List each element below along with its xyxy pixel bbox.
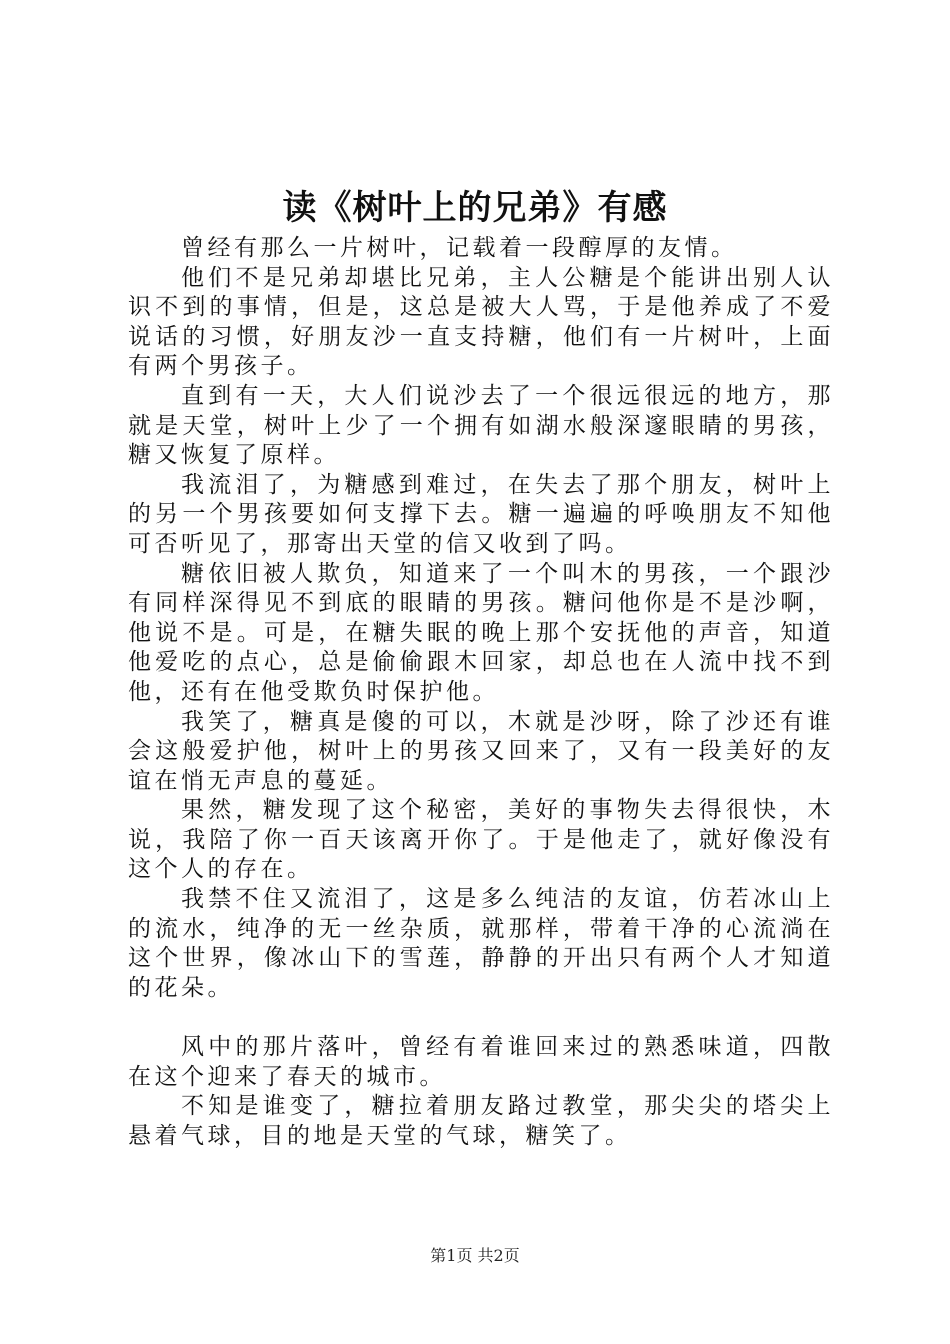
paragraph-1: 曾经有那么一片树叶，记载着一段醇厚的友情。 <box>181 235 738 261</box>
paragraph-8: 我禁不住又流泪了，这是多么纯洁的友谊，仿若冰山上的流水，纯净的无一丝杂质，就那样，带着干净的心流淌在这个世界，像冰山下的雪莲，静静的开出只有两个人才知道的花朵。 <box>128 886 834 1001</box>
paragraph-7: 果然，糖发现了这个秘密，美好的事物失去得很快，木说，我陪了你一百天该离开你了。于是他走了，就好像没有这个人的存在。 <box>128 797 834 883</box>
document-title: 读《树叶上的兄弟》有感 <box>282 188 668 228</box>
paragraph-9: 风中的那片落叶，曾经有着谁回来过的熟悉味道，四散在这个迎来了春天的城市。 <box>128 1034 834 1090</box>
paragraph-2: 他们不是兄弟却堪比兄弟，主人公糖是个能讲出别人认识不到的事情，但是，这总是被大人骂，于是他养成了不爱说话的习惯，好朋友沙一直支持糖，他们有一片树叶，上面有两个男孩子。 <box>128 264 834 380</box>
paragraph-spacer <box>128 1003 834 1033</box>
paragraph-5: 糖依旧被人欺负，知道来了一个叫木的男孩，一个跟沙有同样深得见不到底的眼睛的男孩。糖问他你是不是沙啊，他说不是。可是，在糖失眠的晚上那个安抚他的声音，知道他爱吃的点心，总是偷偷跟木回家，却总也在人流中找不到他，还有在他受欺负时保护他。 <box>128 560 834 705</box>
document-body <box>128 234 834 1151</box>
page-number-footer: 第1页 共2页 <box>430 1246 520 1265</box>
paragraph-3: 直到有一天，大人们说沙去了一个很远很远的地方，那就是天堂，树叶上少了一个拥有如湖水般深邃眼睛的男孩，糖又恢复了原样。 <box>128 382 834 469</box>
paragraph-10: 不知是谁变了，糖拉着朋友路过教堂，那尖尖的塔尖上悬着气球，目的地是天堂的气球，糖笑了。 <box>128 1093 834 1149</box>
paragraph-6: 我笑了，糖真是傻的可以，木就是沙呀，除了沙还有谁会这般爱护他，树叶上的男孩又回来了，又有一段美好的友谊在悄无声息的蔓延。 <box>128 708 834 794</box>
paragraph-4: 我流泪了，为糖感到难过，在失去了那个朋友，树叶上的另一个男孩要如何支撑下去。糖一遍遍的呼唤朋友不知他可否听见了，那寄出天堂的信又收到了吗。 <box>128 471 834 557</box>
